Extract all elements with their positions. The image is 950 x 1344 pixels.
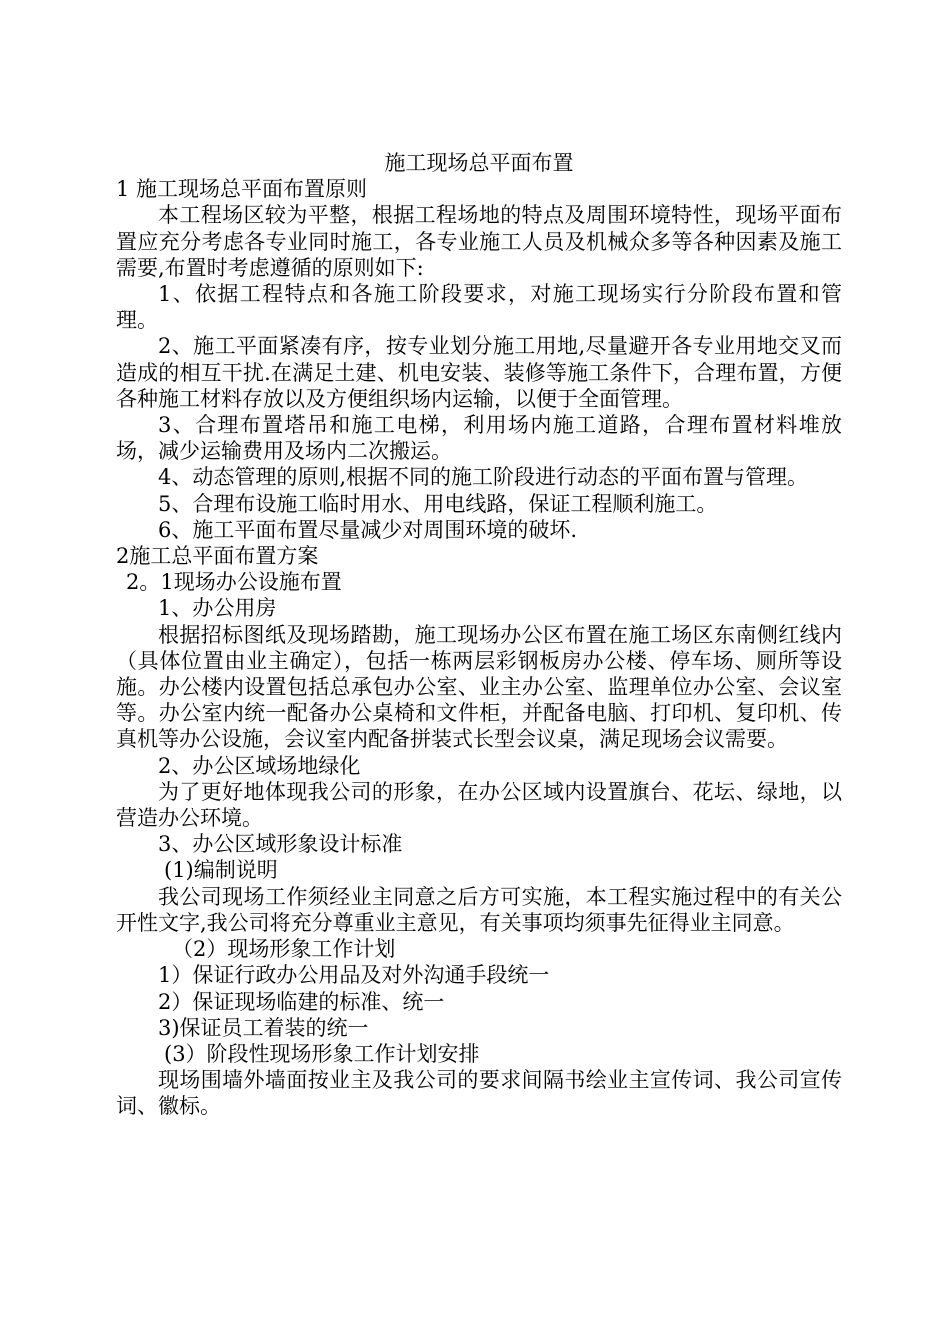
- image-work-plan-heading: （2）现场形象工作计划: [172, 937, 396, 962]
- phased-plan-text: 现场围墙外墙面按业主及我公司的要求间隔书绘业主宣传词、我公司宣传词、徽标。: [116, 1068, 842, 1119]
- principle-item-3: 3、合理布置塔吊和施工电梯，利用场内施工道路，合理布置材料堆放场，减少运输费用及场内二次搬运。: [116, 413, 842, 464]
- image-plan-item-2: 2）保证现场临建的标准、统一: [158, 989, 445, 1014]
- office-image-standard-heading: 3、办公区域形象设计标准: [158, 832, 403, 857]
- compilation-note-text: 我公司现场工作须经业主同意之后方可实施，本工程实施过程中的有关公开性文字,我公司将充分尊重业主意见，有关事项均须事先征得业主同意。: [116, 884, 842, 935]
- office-building-text: 根据招标图纸及现场踏勘，施工现场办公区布置在施工场区东南侧红线内（具体位置由业主确定），包括一栋两层彩钢板房办公楼、停车场、厕所等设施。办公楼内设置包括总承包办公室、业主办公室、监理单位办公室、会议室等。办公室内统一配备办公桌椅和文件柜，并配备电脑、打印机、复印机、传真机等办公设施，会议室内配备拼装式长型会议桌，满足现场会议需要。: [116, 622, 842, 752]
- section-2-heading: 2施工总平面布置方案: [116, 544, 319, 569]
- principle-item-5: 5、合理布设施工临时用水、用电线路，保证工程顺利施工。: [158, 491, 718, 516]
- principle-item-6: 6、施工平面布置尽量减少对周围环境的破坏.: [158, 517, 578, 542]
- office-building-heading: 1、办公用房: [158, 596, 277, 621]
- section-1-intro: 本工程场区较为平整，根据工程场地的特点及周围环境特性，现场平面布置应充分考虑各专业同时施工，各专业施工人员及机械众多等各种因素及施工需要,布置时考虑遵循的原则如下:: [116, 203, 842, 280]
- compilation-note-heading: (1)编制说明: [164, 858, 278, 883]
- office-greening-heading: 2、办公区域场地绿化: [158, 753, 361, 778]
- document-body: [116, 150, 842, 1120]
- phased-plan-heading: (3）阶段性现场形象工作计划安排: [164, 1041, 480, 1066]
- section-1-heading: 1 施工现场总平面布置原则: [116, 177, 368, 202]
- document-title: 施工现场总平面布置: [384, 151, 574, 175]
- image-plan-item-3: 3)保证员工着装的统一: [158, 1015, 369, 1040]
- image-plan-item-1: 1）保证行政办公用品及对外沟通手段统一: [158, 963, 550, 988]
- office-greening-text: 为了更好地体现我公司的形象，在办公区域内设置旗台、花坛、绿地，以营造办公环境。: [116, 779, 842, 831]
- section-2-1-heading: 2。1现场办公设施布置: [126, 570, 342, 595]
- principle-item-2: 2、施工平面紧凑有序，按专业划分施工用地,尽量避开各专业用地交叉而造成的相互干扰.在满足土建、机电安装、装修等施工条件下，合理布置，方便各种施工材料存放以及方便组织场内运输，以便于全面管理。: [116, 334, 842, 411]
- principle-item-1: 1、依据工程特点和各施工阶段要求，对施工现场实行分阶段布置和管理。: [116, 282, 842, 333]
- principle-item-4: 4、动态管理的原则,根据不同的施工阶段进行动态的平面布置与管理。: [158, 465, 809, 490]
